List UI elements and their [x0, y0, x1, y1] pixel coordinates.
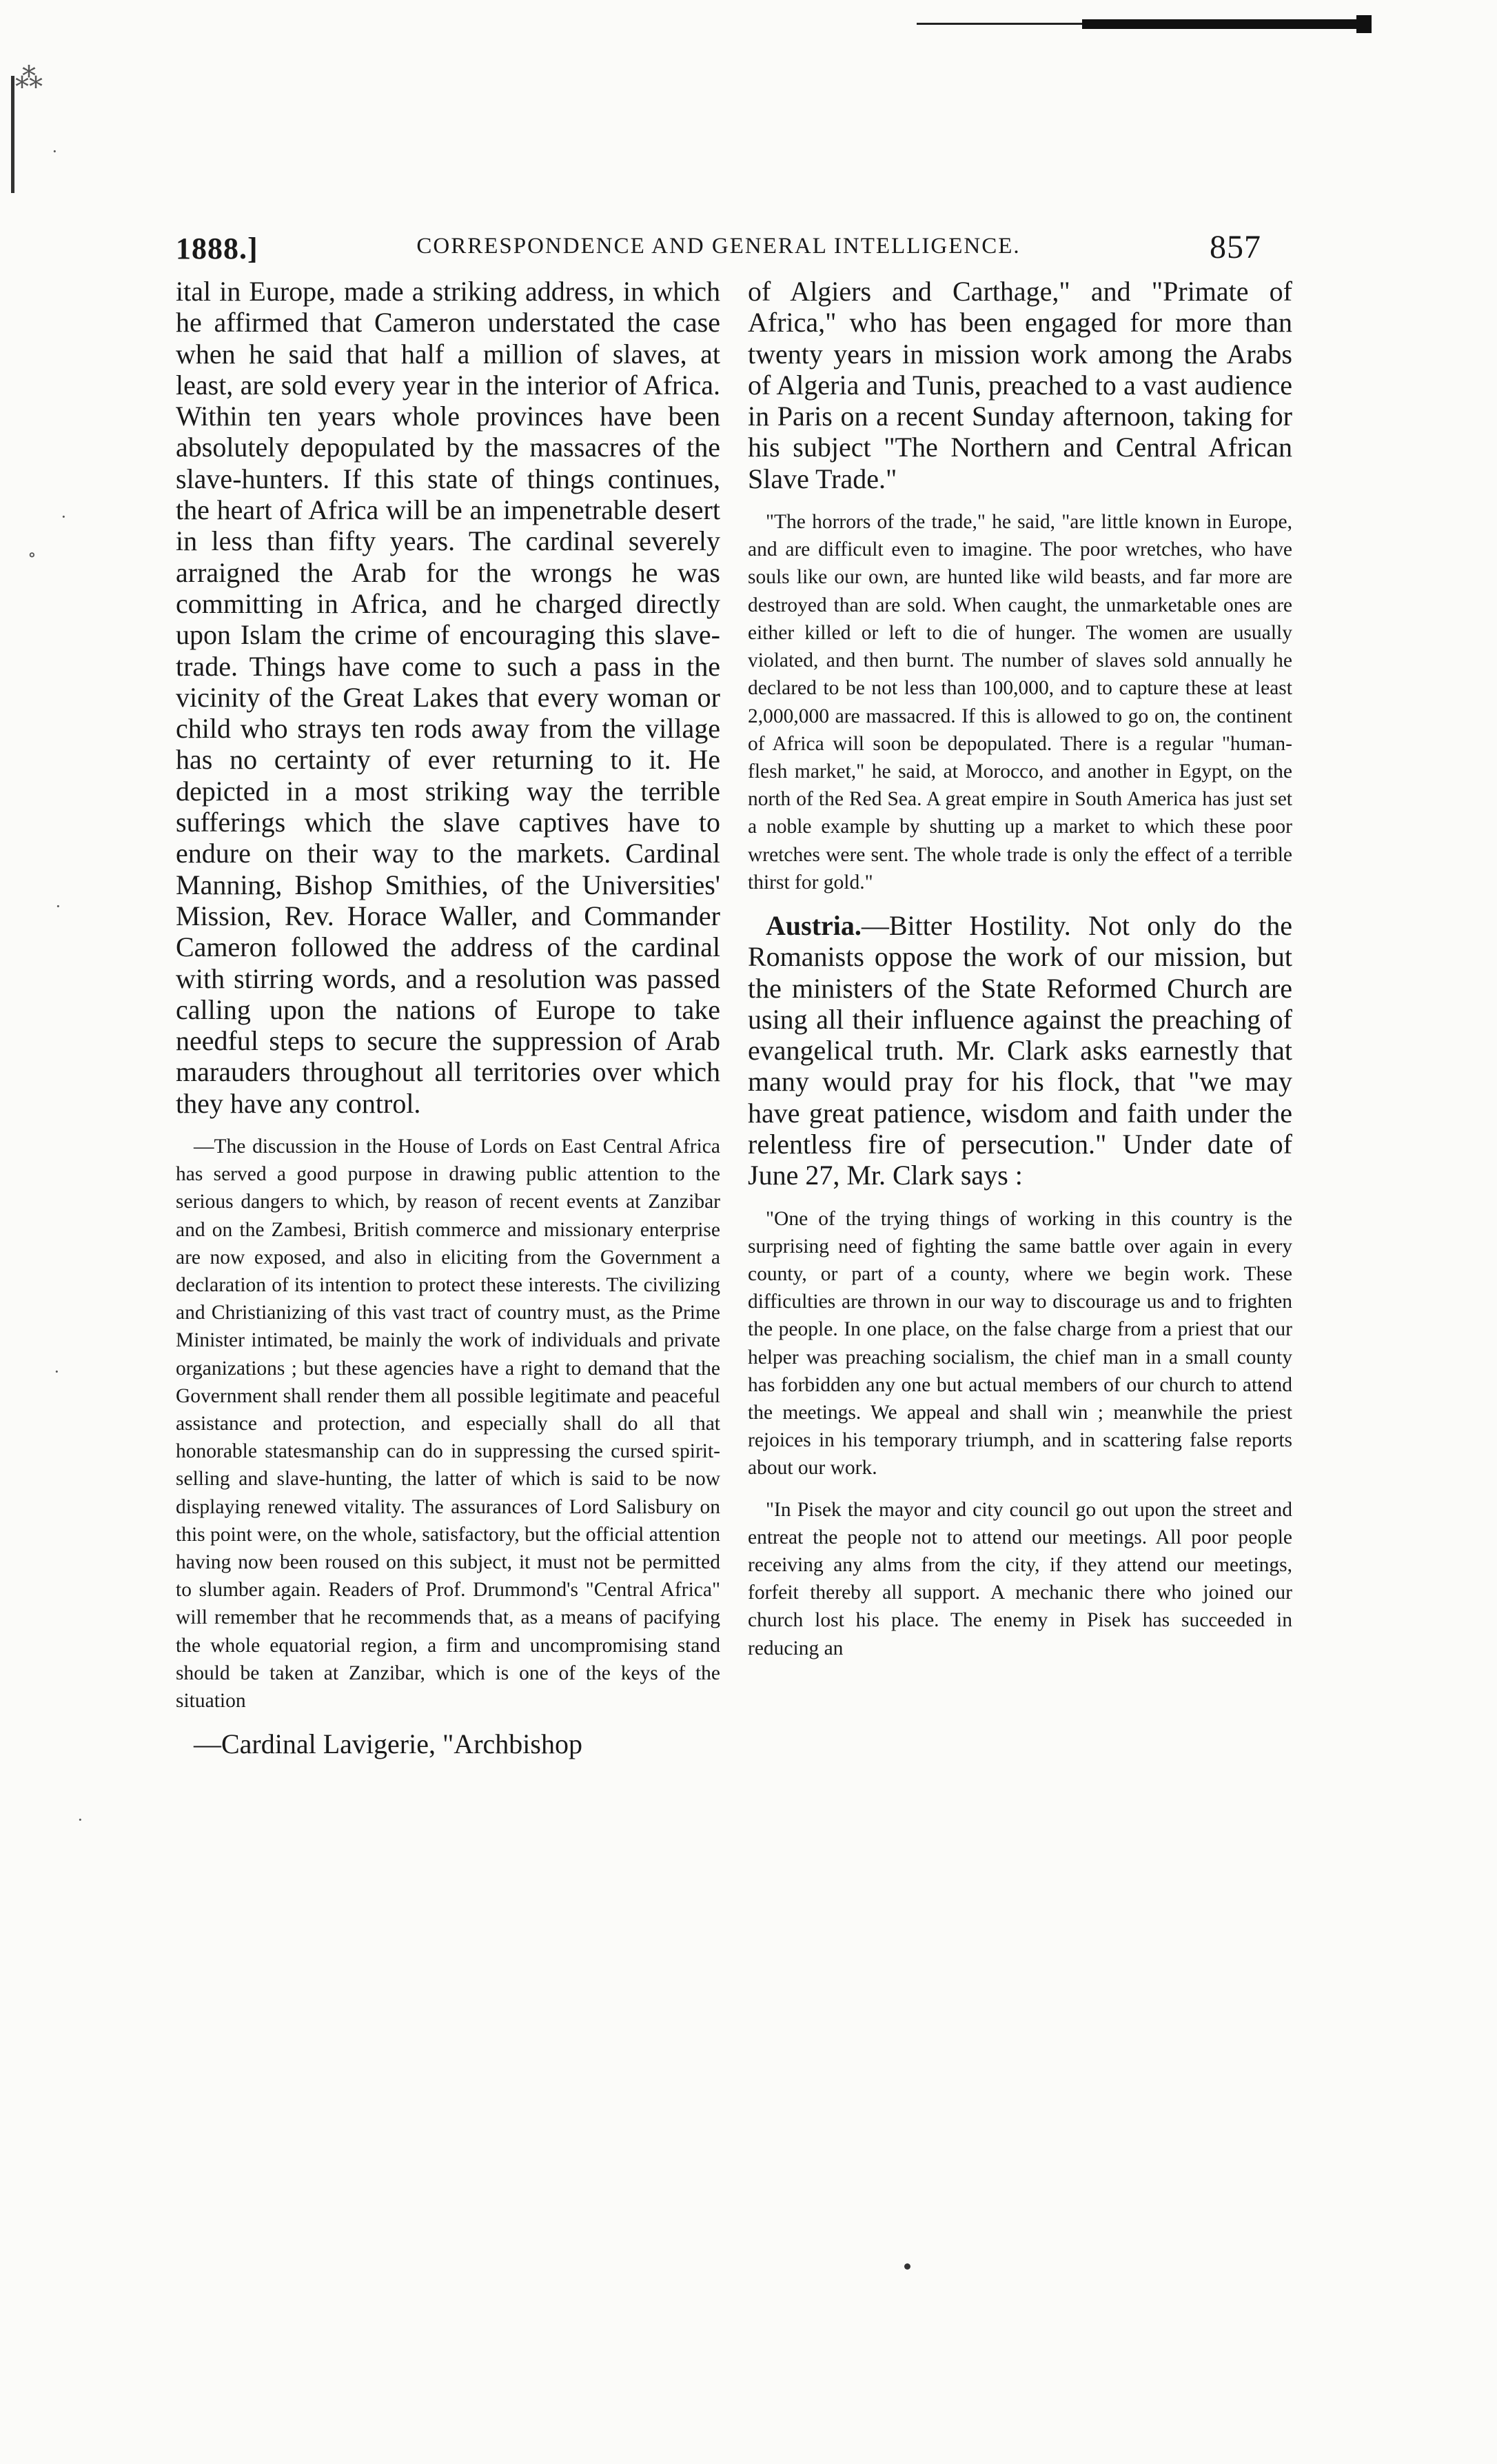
top-rule-thin [917, 23, 1082, 25]
right-column [748, 276, 1292, 1662]
right-para-austria [748, 910, 1292, 1191]
top-rule [917, 15, 1372, 33]
margin-smudge: · [55, 896, 61, 916]
right-para-clark-letter: "One of the trying things of working in this country is the surprising need of fighting the same battle over again in every county, or part of a county, where we begin work. These difficulties are thrown in our way to discourage us and to frighten the people. In one place, on the false charge from a priest that our helper was preaching socialism, the chief man in a small county has forbidden any one but actual members of our church to attend the meetings. We appeal and shall win ; meanwhile the priest rejoices in his temporary triumph, and in scattering false reports about our work. [748, 1207, 1292, 1480]
header-year: 1888.] [176, 232, 258, 265]
margin-smudge: · [54, 1362, 60, 1382]
bottom-ink-dot [904, 2263, 910, 2270]
margin-smudge: · [77, 1810, 83, 1830]
left-para-lavigerie-address: ital in Europe, made a striking address, in which he affirmed that Cameron understated the case when he said that half a million of slaves, at least, are sold every year in the interior of Africa. Within ten years whole provinces have been absolutely depopulated by the massacres of the slave-hunters. If this state of things continues, the heart of Africa will be an impenetrable desert in less than fifty years. The cardinal severely arraigned the Arab for the wrongs he was committing in Africa, and he charged directly upon Islam the crime of encouraging this slave-trade. Things have come to such a pass in the vicinity of the Great Lakes that every woman or child who strays ten rods away from the village has no certainty of ever returning to it. He depicted in a most striking way the terrible sufferings which the slave captives have to endure on their way to the markets. Cardinal Manning, Bishop Smithies, of the Universities' Mission, Rev. Horace Waller, and Commander Cameron followed the address of the cardinal with stirring words, and a resolution was passed calling upon the nations of Europe to take needful steps to secure the suppression of Arab marauders throughout all territories over which they have any control. [176, 276, 720, 1119]
margin-smudge: ⁂ [15, 63, 43, 94]
top-rule-thick [1082, 19, 1372, 29]
right-para-pisek: "In Pisek the mayor and city council go out upon the street and entreat the people not to attend our meetings. All poor people receiving any alms from the city, if they attend our meetings, forfeit thereby all support. A mechanic there who joined our church lost his place. The enemy in Pisek has succeeded in reducing an [748, 1498, 1292, 1659]
page-header [176, 224, 1261, 272]
margin-smudge: · [52, 141, 58, 161]
page-number: 857 [1210, 229, 1261, 265]
right-para-horrors-quote: "The horrors of the trade," he said, "are little known in Europe, and are difficult even to imagine. The poor wretches, who have souls like our own, are hunted like wild beasts, and far more are destroyed than are sold. When caught, the unmarketable ones are either killed or left to die of hunger. The women are usually violated, and then burnt. The number of slaves sold annually he declared to be not less than 100,000, and to capture these at least 2,000,000 are massacred. If this is allowed to go on, the continent of Africa will soon be depopulated. There is a regular "human-flesh market," he said, at Morocco, and another in Egypt, on the north of the Red Sea. A great empire in South America has just set a noble example by shutting up a market to which these poor wretches were sent. The whole trade is only the effect of a terrible thirst for gold." [748, 511, 1292, 893]
left-column [176, 276, 720, 1760]
running-title: CORRESPONDENCE AND GENERAL INTELLIGENCE. [416, 234, 1021, 259]
section-term-austria: Austria. [766, 909, 862, 941]
top-rule-cap [1356, 15, 1372, 33]
margin-scan-marks [0, 0, 83, 2464]
margin-scan-bar [11, 76, 14, 193]
margin-smudge: ∘ [28, 545, 37, 565]
austria-body: —Bitter Hostility. Not only do the Romanists oppose the work of our mission, but the ministers of the State Reformed Church are using all their influence against the preaching of evangelical truth. Mr. Clark asks earnestly that many would pray for his flock, that "we may have great patience, wisdom and faith under the relentless fire of persecution." Under date of June 27, Mr. Clark says : [748, 909, 1292, 1191]
left-para-cardinal-lavigerie: —Cardinal Lavigerie, "Archbishop [194, 1728, 582, 1760]
right-para-algiers: of Algiers and Carthage," and "Primate of Africa," who has been engaged for more than twenty years in mission work among the Arabs of Algeria and Tunis, preached to a vast audience in Paris on a recent Sunday afternoon, taking for his subject "The Northern and Central African Slave Trade." [748, 276, 1292, 494]
left-para-house-of-lords: —The discussion in the House of Lords on East Central Africa has served a good purpose in drawing public attention to the serious dangers to which, by reason of recent events at Zanzibar and on the Zambesi, British commerce and missionary enterprise are now exposed, and also in eliciting from the Government a declaration of its intention to protect these interests. The civilizing and Christianizing of this vast tract of country must, as the Prime Minister intimated, be mainly the work of individuals and private organizations ; but these agencies have a right to demand that the Government shall render them all possible legitimate and peaceful assistance and protection, and especially shall do all that honorable statesmanship can do in suppressing the cursed spirit-selling and slave-hunting, the latter of which is said to be now displaying renewed vitality. The assurances of Lord Salisbury on this point were, on the whole, satisfactory, but the official attention having now been roused on this subject, it must not be permitted to slumber again. Readers of Prof. Drummond's "Central Africa" will remember that he recommends that, as a means of pacifying the whole equatorial region, a firm and uncompromising stand should be taken at Zanzibar, which is one of the keys of the situation [176, 1135, 720, 1713]
margin-smudge: · [61, 507, 67, 527]
